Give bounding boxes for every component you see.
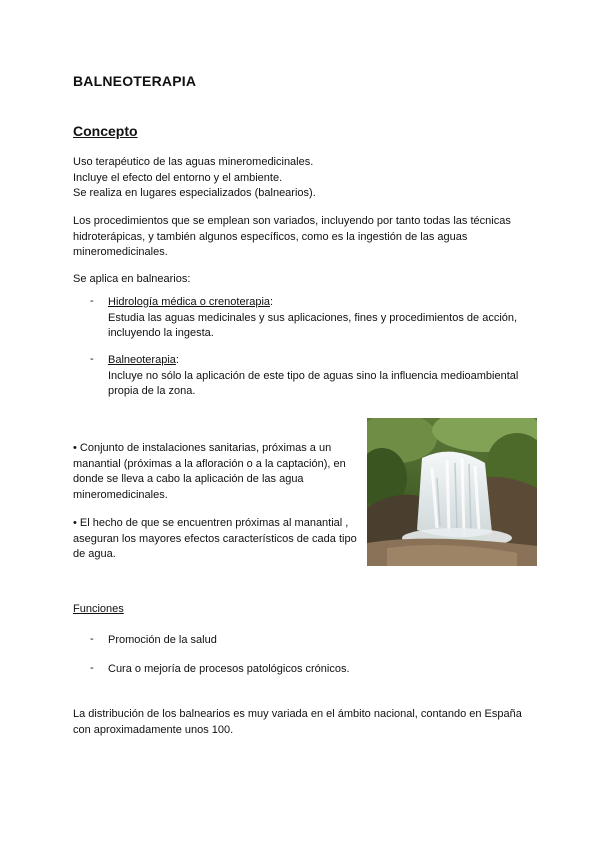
- list-dash: -: [90, 633, 94, 645]
- list-item-balneoterapia: [108, 353, 518, 400]
- text-line: mineromedicinales.: [73, 488, 168, 501]
- text-line: Estudia las aguas medicinales y sus aplicaciones, fines y procedimientos de acción,: [108, 311, 518, 324]
- page-title: BALNEOTERAPIA: [73, 73, 197, 89]
- item-label: Balneoterapia: [108, 354, 176, 366]
- text-line: aseguran los mayores efectos característicos de cada tipo: [73, 532, 357, 545]
- bullet-paragraph: [73, 516, 363, 563]
- function-item: Cura o mejoría de procesos patológicos crónicos.: [108, 663, 350, 675]
- text-line: Los procedimientos que se emplean son variados, incluyendo por tanto todas las técnicas: [73, 215, 511, 227]
- text-line: hidroterápicas, y también algunos específicos, como es la ingestión de las aguas: [73, 230, 468, 243]
- list-dash: -: [90, 295, 94, 307]
- function-item: Promoción de la salud: [108, 634, 217, 646]
- item-label: Hidrología médica o crenoterapia: [108, 296, 271, 308]
- text-line: donde se lleva a cabo la aplicación de las agua: [73, 473, 304, 485]
- procedures-paragraph: [73, 214, 511, 261]
- list-dash: -: [90, 662, 94, 674]
- text-line: Incluye el efecto del entorno y el ambiente.: [73, 171, 283, 184]
- text-line: Incluye no sólo la aplicación de este tipo de aguas sino la influencia medioambiental: [108, 369, 519, 382]
- text-line: • El hecho de que se encuentren próximas al manantial ,: [73, 517, 349, 529]
- text-line: propia de la zona.: [108, 385, 196, 397]
- text-line: con aproximadamente unos 100.: [73, 723, 234, 736]
- text-line: mineromedicinales.: [73, 246, 168, 258]
- concept-paragraph: [73, 155, 316, 202]
- text-line: incluyendo la ingesta.: [108, 327, 214, 339]
- list-dash: -: [90, 353, 94, 365]
- item-colon: :: [175, 354, 179, 366]
- applied-line: Se aplica en balnearios:: [73, 273, 191, 285]
- bullet-paragraph: [73, 441, 363, 503]
- text-line: Se realiza en lugares especializados (balnearios).: [73, 187, 316, 199]
- text-line: de agua.: [73, 548, 116, 560]
- waterfall-image: [367, 418, 537, 566]
- waterfall-photo: [367, 418, 537, 566]
- list-item-hidrologia: [108, 295, 517, 342]
- concept-heading: Concepto: [73, 123, 138, 139]
- text-line: Uso terapéutico de las aguas mineromedicinales.: [73, 156, 314, 168]
- distribution-paragraph: [73, 707, 522, 738]
- text-line: manantial (próximas a la afloración o a la captación), en: [73, 457, 346, 470]
- functions-heading: Funciones: [73, 603, 124, 615]
- item-colon: :: [270, 296, 274, 308]
- text-line: La distribución de los balnearios es muy variada en el ámbito nacional, contando en España: [73, 708, 522, 720]
- text-line: • Conjunto de instalaciones sanitarias, próximas a un: [73, 442, 332, 454]
